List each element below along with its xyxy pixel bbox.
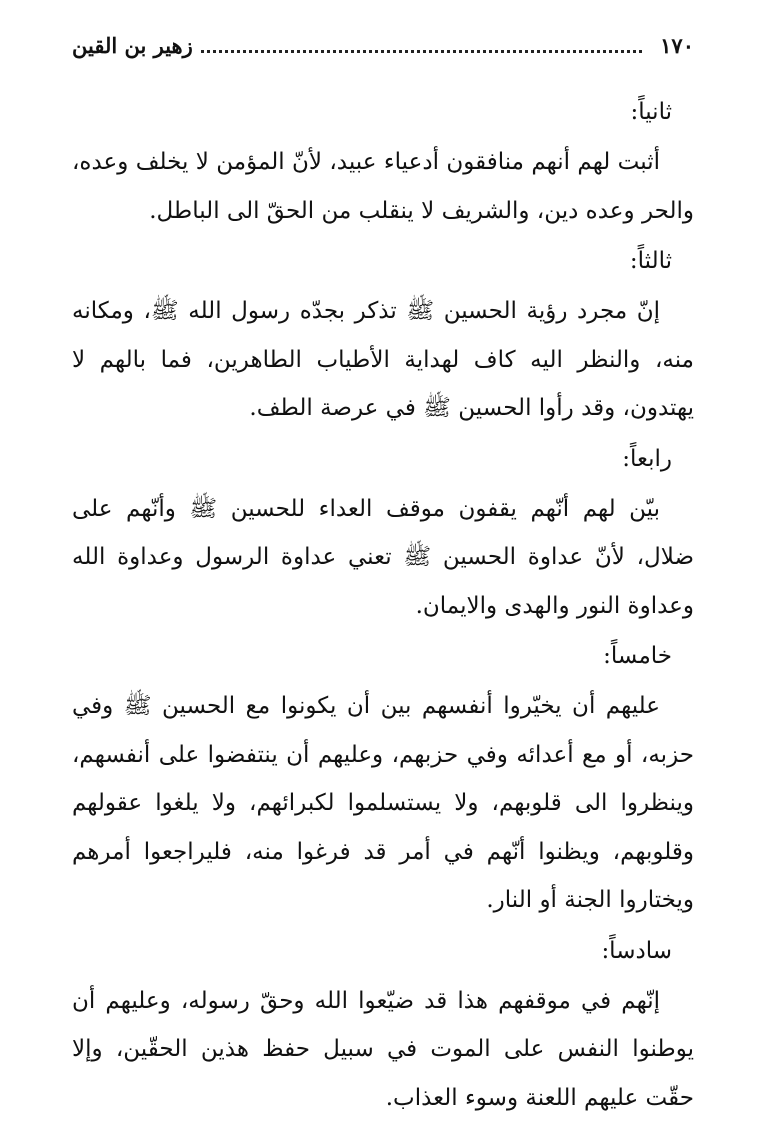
page-number: ١٧٠ xyxy=(660,30,694,62)
section-heading: سادساً: xyxy=(72,925,694,977)
section-paragraph: بيّن لهم أنّهم يقفون موقف العداء للحسين ﷺ وأنّهم على ضلال، لأنّ عداوة الحسين ﷺ تعني عداوة الرسول وعداوة الله وعداوة النور والهدى والايمان. xyxy=(72,485,694,631)
section-sixth xyxy=(72,925,694,1122)
leader-dots xyxy=(201,50,642,53)
section-fourth xyxy=(72,433,694,631)
section-fifth xyxy=(72,630,694,925)
section-paragraph: عليهم أن يخيّروا أنفسهم بين أن يكونوا مع الحسين ﷺ وفي حزبه، أو مع أعدائه وفي حزبهم، وعليهم أن ينتفضوا على أنفسهم، وينظروا الى قلوبهم، ولا يستسلموا لكبرائهم، ولا يلغوا عقولهم وقلوبهم، ويظنوا أنّهم في أمر قد فرغوا منه، فليراجعوا أمرهم ويختاروا الجنة أو النار. xyxy=(72,682,694,925)
section-heading: رابعاً: xyxy=(72,433,694,485)
section-paragraph: أثبت لهم أنهم منافقون أدعياء عبيد، لأنّ المؤمن لا يخلف وعده، والحر وعده دين، والشريف لا ينقلب من الحقّ الى الباطل. xyxy=(72,138,694,235)
section-third xyxy=(72,235,694,433)
section-heading: خامساً: xyxy=(72,630,694,682)
section-paragraph: إنّهم في موقفهم هذا قد ضيّعوا الله وحقّ رسوله، وعليهم أن يوطنوا النفس على الموت في سبيل حفظ هذين الحقّين، وإلا حقّت عليهم اللعنة وسوء العذاب. xyxy=(72,977,694,1122)
running-header xyxy=(72,30,694,62)
section-second xyxy=(72,86,694,235)
section-heading: ثالثاً: xyxy=(72,235,694,287)
section-paragraph: إنّ مجرد رؤية الحسين ﷺ تذكر بجدّه رسول الله ﷺ، ومكانه منه، والنظر اليه كاف لهداية الأطياب الطاهرين، فما بالهم لا يهتدون، وقد رأوا الحسين ﷺ في عرصة الطف. xyxy=(72,287,694,433)
running-title: زهير بن القين xyxy=(72,30,193,62)
section-heading: ثانياً: xyxy=(72,86,694,138)
